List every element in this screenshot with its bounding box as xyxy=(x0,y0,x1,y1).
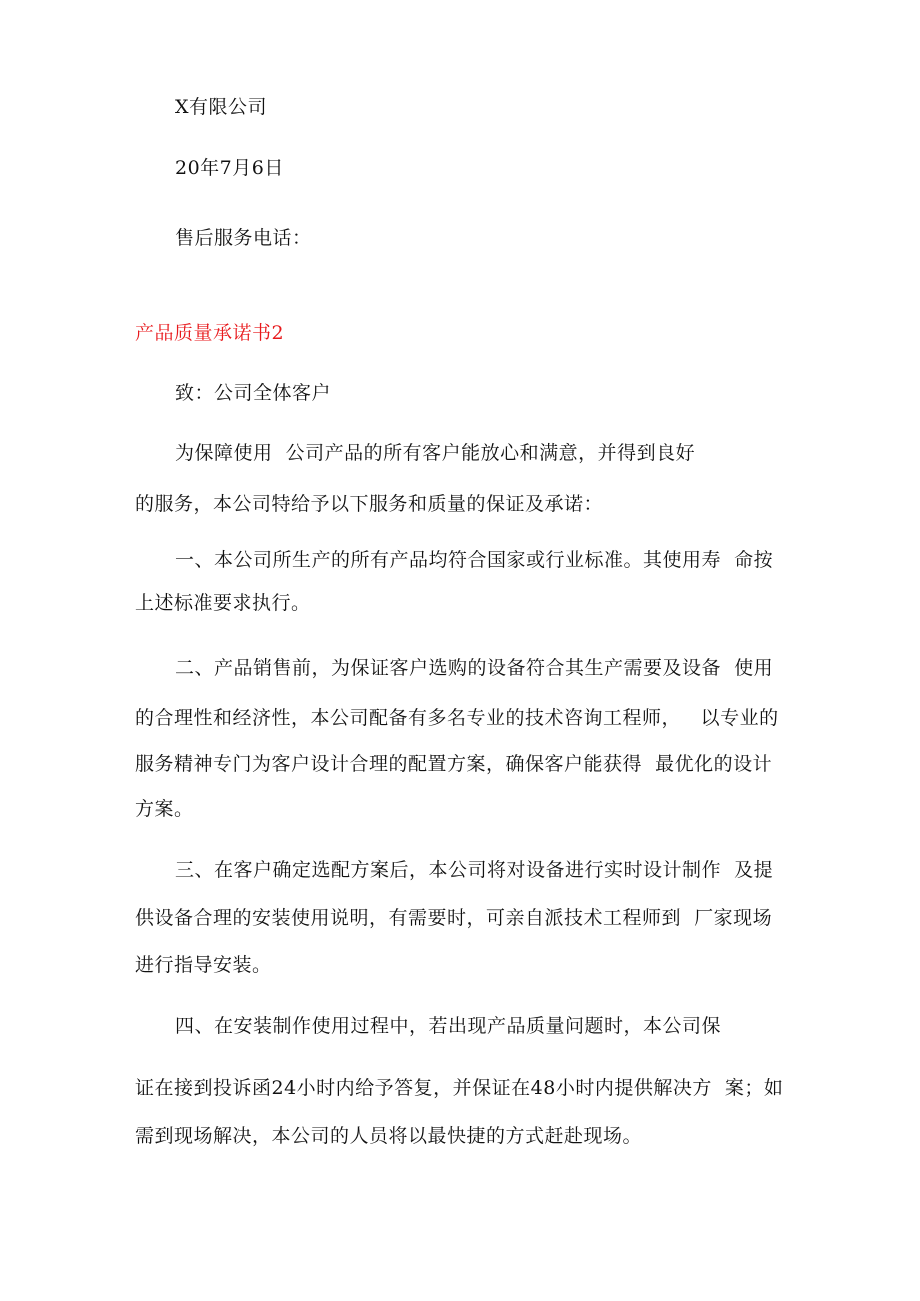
company-name: X有限公司 xyxy=(175,96,268,118)
point2-line-4: 方案。 xyxy=(135,798,194,820)
salutation: 致：公司全体客户 xyxy=(175,382,332,404)
intro-line-1: 为保障使用 公司产品的所有客户能放心和满意，并得到良好 xyxy=(175,442,696,464)
letter-date: 20年7月6日 xyxy=(175,157,284,179)
point4-line-3: 需到现场解决，本公司的人员将以最快捷的方式赶赴现场。 xyxy=(135,1125,643,1147)
point4-line-1: 四、在安装制作使用过程中，若出现产品质量问题时，本公司保 xyxy=(175,1015,722,1037)
point3-line-1: 三、在客户确定选配方案后，本公司将对设备进行实时设计制作 及提 xyxy=(175,859,774,881)
point3-line-2: 供设备合理的安装使用说明，有需要时，可亲自派技术工程师到 厂家现场 xyxy=(135,907,773,929)
point3-line-3: 进行指导安装。 xyxy=(135,954,272,976)
point2-line-1: 二、产品销售前，为保证客户选购的设备符合其生产需要及设备 使用 xyxy=(175,657,774,679)
point2-line-2: 的合理性和经济性，本公司配备有多名专业的技术咨询工程师， 以专业的 xyxy=(135,707,779,729)
letter-title: 产品质量承诺书2 xyxy=(135,322,285,344)
point1-line-1: 一、本公司所生产的所有产品均符合国家或行业标准。其使用寿 命按 xyxy=(175,549,774,571)
intro-line-2: 的服务，本公司特给予以下服务和质量的保证及承诺： xyxy=(135,493,604,515)
point2-line-3: 服务精神专门为客户设计合理的配置方案，确保客户能获得 最优化的设计 xyxy=(135,753,773,775)
service-phone-label: 售后服务电话： xyxy=(175,227,312,249)
point1-line-2: 上述标准要求执行。 xyxy=(135,592,311,614)
point4-line-2: 证在接到投诉函24小时内给予答复，并保证在48小时内提供解决方 案；如 xyxy=(135,1077,784,1099)
